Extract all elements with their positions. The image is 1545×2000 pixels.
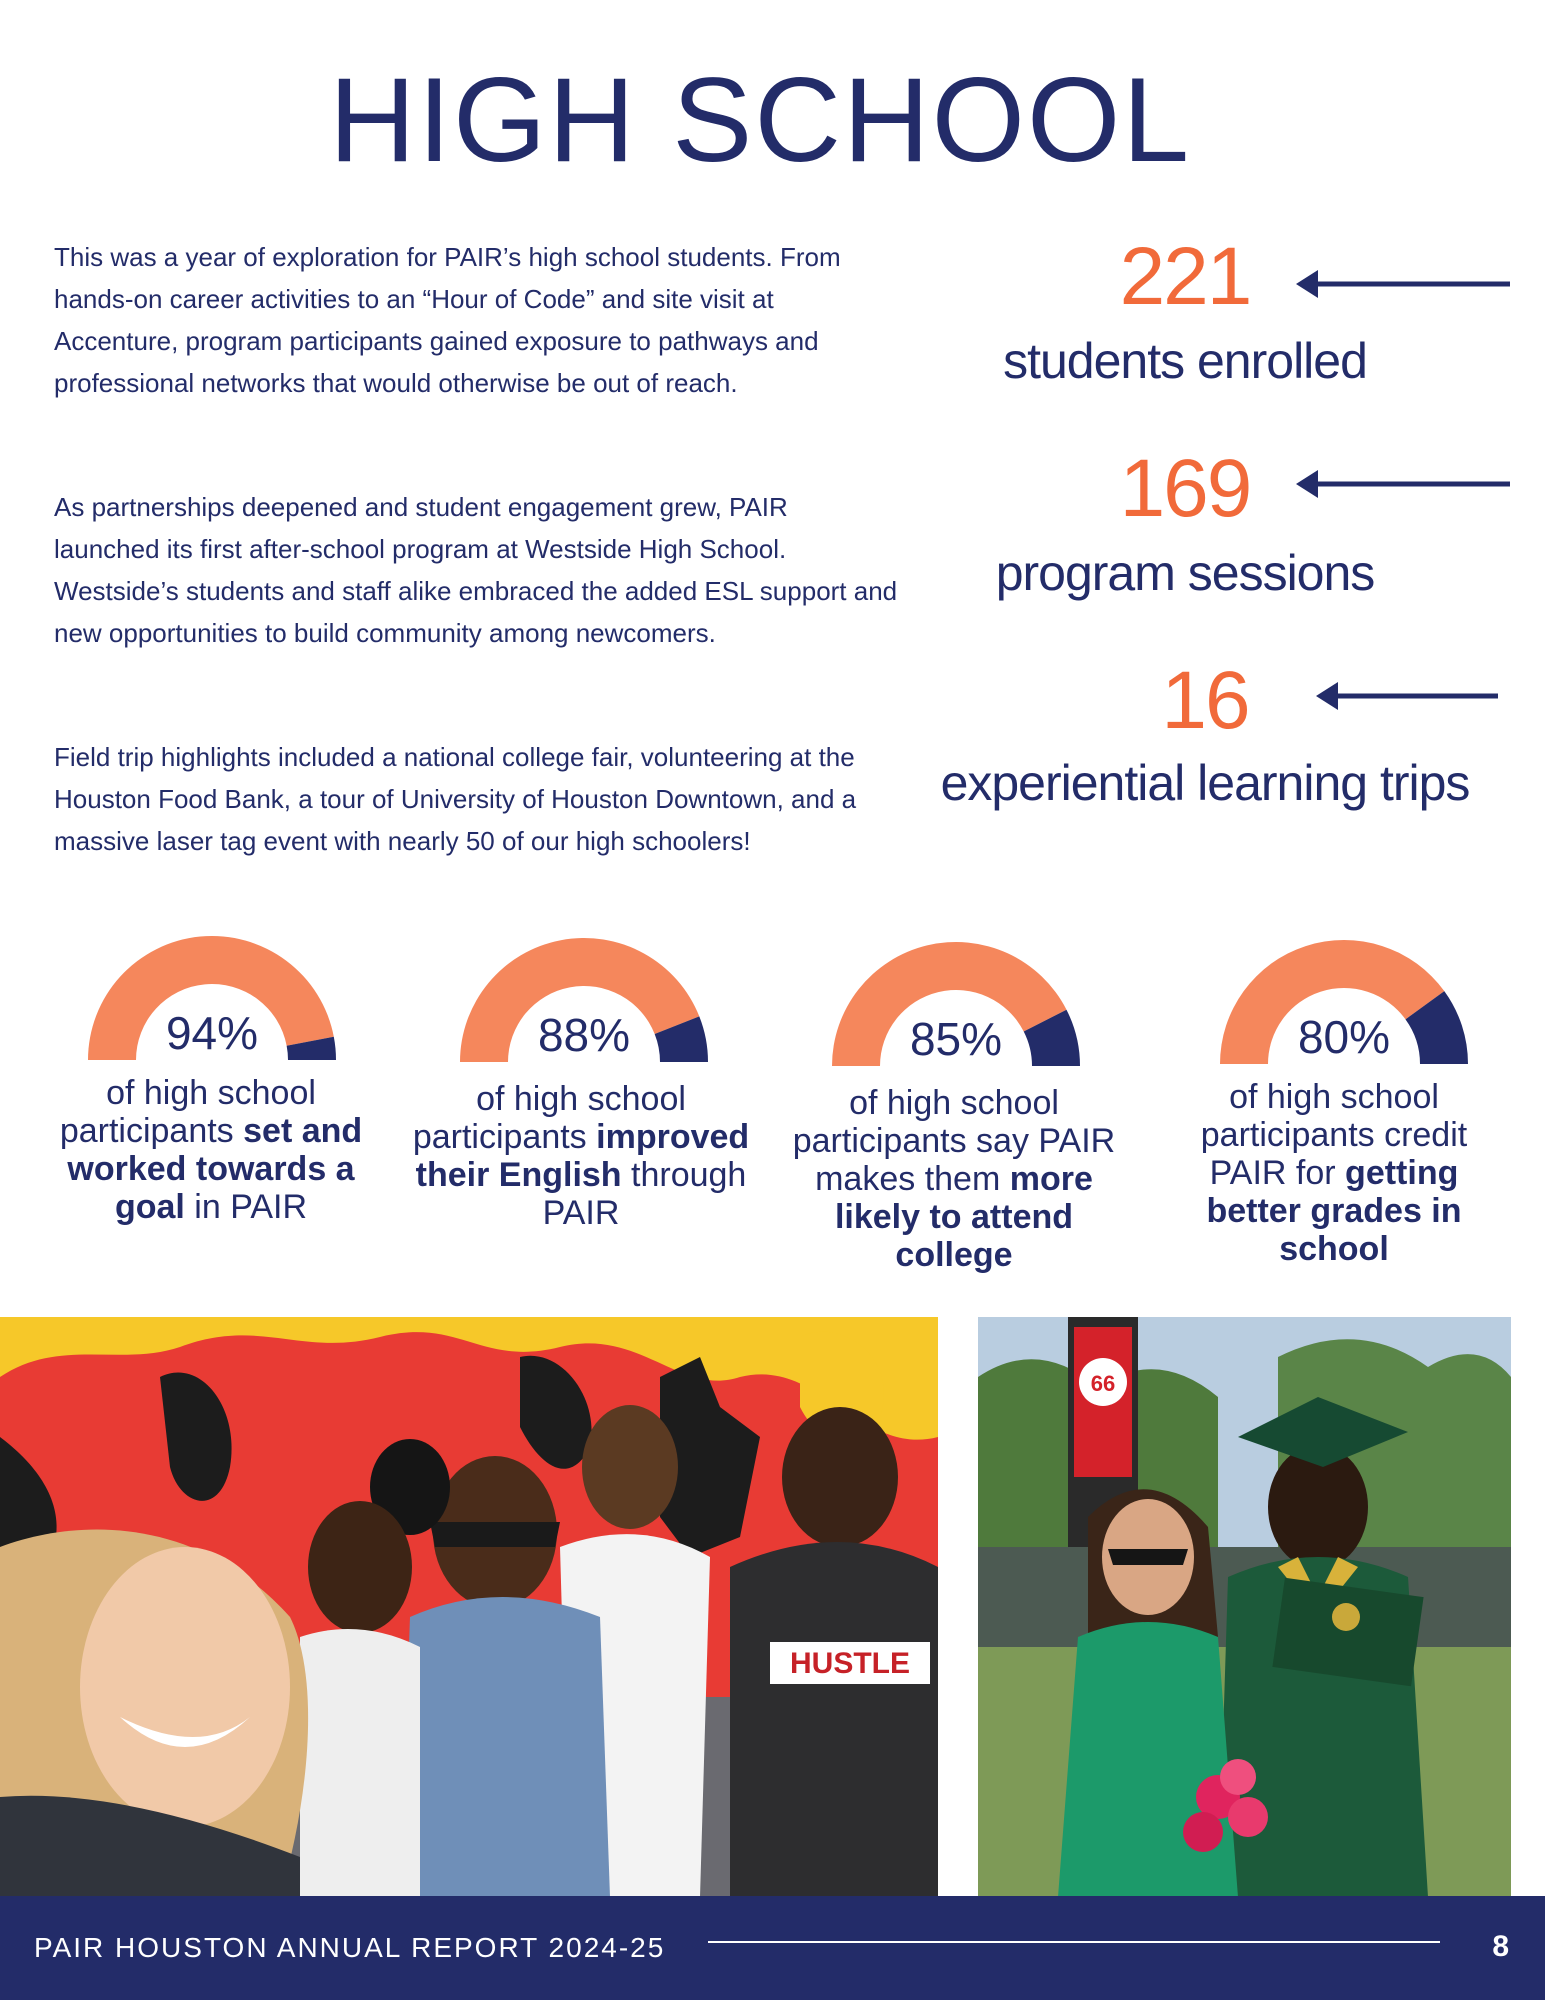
gauge-caption-emphasis: more likely to attend college: [834, 1160, 1093, 1274]
gauge-caption-text: of high school participants: [59, 1074, 316, 1150]
stat-label-trips: experiential learning trips: [940, 755, 1470, 811]
gauge-caption: [400, 1080, 762, 1232]
gauge-caption-emphasis: set and worked towards a goal: [67, 1112, 363, 1226]
gauge-caption-text: of high school participants: [412, 1080, 686, 1156]
footer-title: PAIR HOUSTON ANNUAL REPORT 2024-25: [34, 1932, 666, 1963]
arrow-left-icon: [1296, 466, 1512, 502]
intro-paragraph: As partnerships deepened and student engagement grew, PAIR launched its first after-school program at Westside High School. Westside’s students and staff alike embraced the added ESL support and new opportunities to build community among newcomers.: [54, 492, 898, 648]
footer-bar: [0, 1896, 1545, 2000]
sign-text: 66: [1090, 1371, 1116, 1396]
intro-paragraph: This was a year of exploration for PAIR’s high school students. From hands-on career activities to an “Hour of Code” and site visit at Accenture, program participants gained exposure to pathways and professional networks that would otherwise be out of reach.: [54, 242, 841, 398]
gauge-caption-emphasis: getting better grades in school: [1206, 1154, 1462, 1268]
page-number: 8: [1492, 1930, 1509, 1963]
page-title: HIGH SCHOOL: [328, 53, 1192, 187]
graduation-photo: [978, 1317, 1511, 1897]
gauge-caption: [1176, 1078, 1492, 1268]
gauge-caption: [36, 1074, 386, 1226]
gauge-caption-text: of high school participants credit PAIR for: [1200, 1078, 1468, 1192]
gauge-caption-text: of high school participants say PAIR makes them: [792, 1084, 1116, 1198]
gauge-caption: [776, 1084, 1132, 1274]
group-photo: [0, 1317, 938, 1897]
shirt-text: HUSTLE: [790, 1647, 910, 1680]
stat-value-sessions: 169: [1119, 443, 1251, 534]
gauge-percent-label: 94%: [165, 1007, 259, 1059]
stat-value-trips: 16: [1161, 655, 1249, 746]
arrow-left-icon: [1296, 266, 1512, 302]
gauge-percent-label: 85%: [909, 1013, 1003, 1065]
gauge-caption-emphasis: improved their English: [415, 1118, 750, 1194]
gauge-caption-text: through PAIR: [542, 1156, 747, 1232]
stat-label-students: students enrolled: [1003, 333, 1367, 389]
intro-paragraph: Field trip highlights included a national college fair, volunteering at the Houston Food Bank, a tour of University of Houston Downtown, and a massive laser tag event with nearly 50 of our high schoolers!: [54, 742, 857, 856]
footer-divider: [708, 1941, 1440, 1943]
stat-value-students: 221: [1119, 231, 1251, 322]
gauge-percent-label: 88%: [537, 1009, 631, 1061]
stat-label-sessions: program sessions: [995, 545, 1375, 601]
gauge-percent-label: 80%: [1297, 1011, 1391, 1063]
arrow-left-icon: [1316, 678, 1500, 714]
gauge-caption-text: in PAIR: [184, 1188, 308, 1226]
